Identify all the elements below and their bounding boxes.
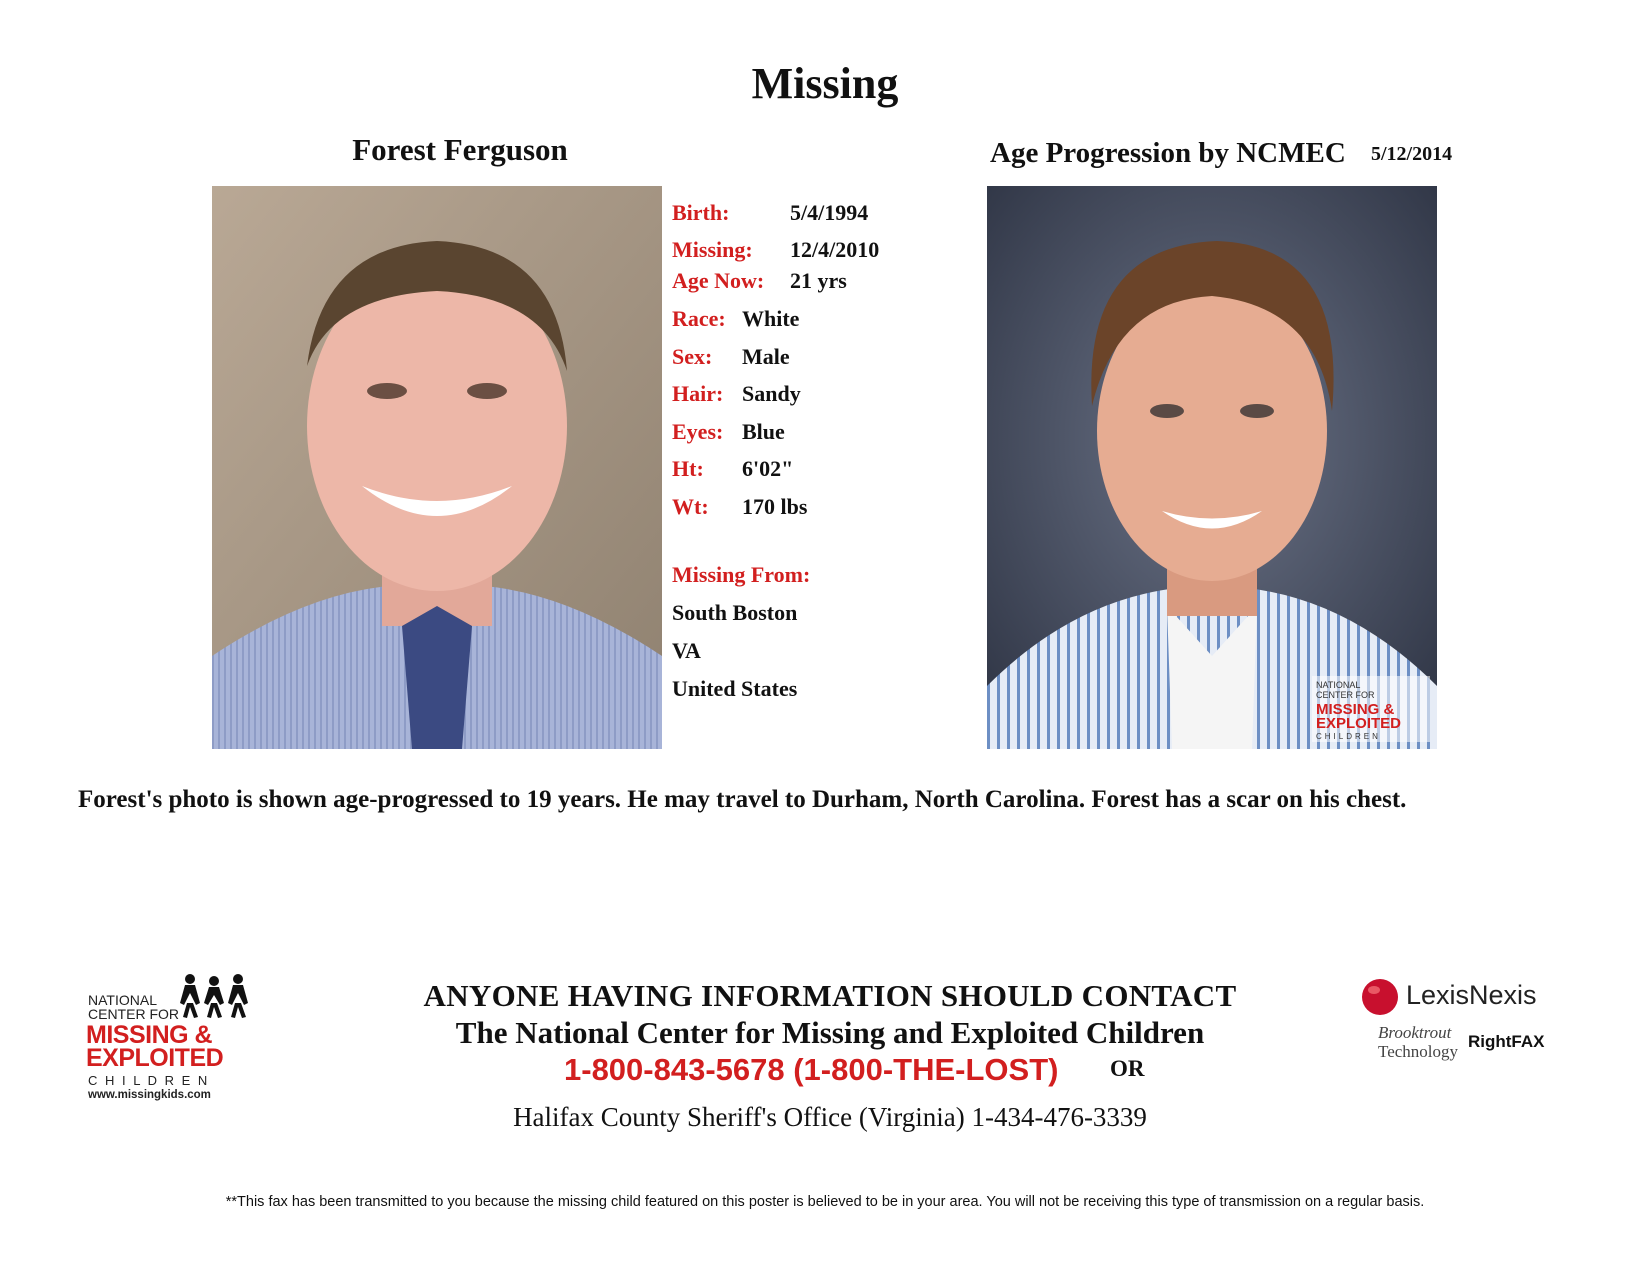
detail-label: Birth: — [672, 200, 730, 225]
rightfax-name: RightFAX — [1468, 1032, 1545, 1051]
ncmec-logo-line1: NATIONAL — [88, 992, 157, 1008]
detail-value: Male — [742, 344, 790, 369]
detail-label: Age Now: — [672, 268, 765, 293]
age-progression-title: Age Progression by NCMEC — [990, 137, 1346, 169]
detail-missing — [672, 237, 880, 263]
ncmec-logo-line3: MISSING & — [86, 1021, 213, 1049]
detail-value: 170 lbs — [742, 494, 808, 519]
sheriff-contact: Halifax County Sheriff's Office (Virginia) 1-434-476-3339 — [513, 1102, 1147, 1132]
lexisnexis-icon — [1360, 977, 1400, 1017]
age-progression-photo — [987, 186, 1437, 749]
detail-age-now — [672, 268, 847, 294]
detail-label: Sex: — [672, 344, 713, 369]
fax-footnote: **This fax has been transmitted to you because the missing child featured on this poster is believed to be in your area. You will not be receiving this type of transmission on a regular basis. — [225, 1194, 1425, 1210]
lexisnexis-name: LexisNexis — [1406, 980, 1537, 1010]
original-photo — [212, 186, 662, 749]
contact-organization: The National Center for Missing and Exploited Children — [455, 1015, 1205, 1050]
detail-value: Blue — [742, 419, 785, 444]
detail-birth — [672, 200, 869, 226]
case-description: Forest's photo is shown age-progressed to 19 years. He may travel to Durham, North Carolina. Forest has a scar on his chest. — [78, 786, 1407, 813]
svg-text:NATIONAL: NATIONAL — [1316, 680, 1361, 690]
missing-from-country: United States — [672, 676, 798, 701]
detail-weight — [672, 494, 808, 520]
detail-label: Hair: — [672, 381, 724, 406]
detail-label: Wt: — [672, 494, 709, 519]
detail-label: Ht: — [672, 456, 704, 481]
contact-heading: ANYONE HAVING INFORMATION SHOULD CONTACT — [423, 978, 1237, 1013]
detail-height — [672, 456, 794, 482]
svg-text:CENTER FOR: CENTER FOR — [1316, 690, 1375, 700]
detail-value: White — [742, 306, 800, 331]
ncmec-logo — [86, 973, 266, 1103]
age-progression-date: 5/12/2014 — [1371, 143, 1453, 165]
svg-text:MISSING &: MISSING & — [1316, 701, 1395, 718]
svg-text:EXPLOITED: EXPLOITED — [1316, 715, 1402, 732]
subject-name: Forest Ferguson — [352, 132, 568, 167]
detail-value: 5/4/1994 — [790, 200, 869, 225]
detail-value: 12/4/2010 — [790, 237, 880, 262]
ncmec-logo-line4: EXPLOITED — [86, 1044, 224, 1072]
detail-race — [672, 306, 800, 332]
svg-text:CHILDREN: CHILDREN — [1316, 732, 1381, 741]
detail-value: 21 yrs — [790, 268, 847, 293]
missing-from-label: Missing From: — [672, 562, 811, 587]
detail-eyes — [672, 419, 785, 445]
contact-phone: 1-800-843-5678 (1-800-THE-LOST) — [564, 1052, 1059, 1087]
ncmec-logo-url: www.missingkids.com — [88, 1089, 211, 1101]
detail-sex — [672, 344, 790, 370]
sponsor-logos — [1360, 975, 1560, 1085]
ncmec-logo-line5: C H I L D R E N — [88, 1073, 210, 1088]
detail-hair — [672, 381, 801, 407]
missing-from-state: VA — [672, 638, 701, 663]
detail-label: Missing: — [672, 237, 753, 262]
contact-or: OR — [1110, 1056, 1145, 1081]
detail-value: 6'02" — [742, 456, 794, 481]
poster-title: Missing — [751, 59, 899, 108]
detail-label: Eyes: — [672, 419, 724, 444]
missing-from-city: South Boston — [672, 600, 798, 625]
detail-value: Sandy — [742, 381, 801, 406]
brooktrout-line2: Technology — [1378, 1042, 1459, 1061]
brooktrout-line1: Brooktrout — [1378, 1023, 1452, 1042]
ncmec-logo-line2: CENTER FOR — [88, 1006, 179, 1022]
detail-label: Race: — [672, 306, 726, 331]
